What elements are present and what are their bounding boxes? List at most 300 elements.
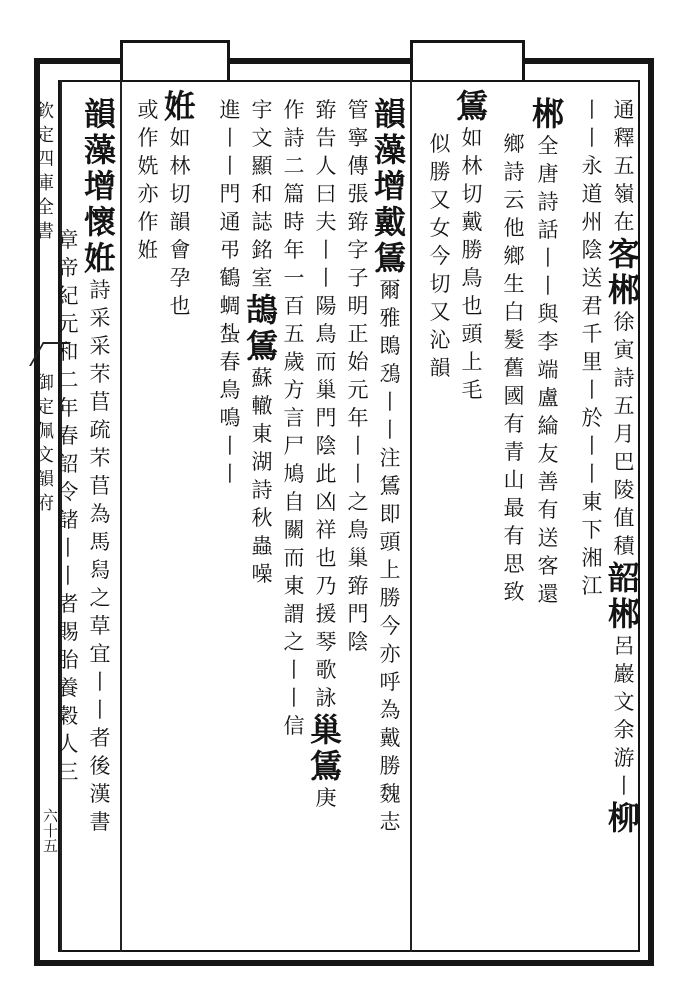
text-char: 馬 bbox=[89, 529, 111, 554]
text-char: 丨 bbox=[581, 377, 603, 402]
text-char: 道 bbox=[581, 181, 603, 206]
text-char: 丨 bbox=[613, 773, 635, 798]
text-char: 尸 bbox=[283, 433, 305, 458]
text-char: 丨 bbox=[57, 535, 79, 560]
text-char: 苢 bbox=[89, 473, 111, 498]
text-char: 蘇 bbox=[251, 365, 273, 390]
text-char: 盧 bbox=[537, 385, 559, 410]
text-char: 也 bbox=[169, 293, 191, 318]
text-column-c13 bbox=[164, 88, 196, 320]
text-char: 明 bbox=[347, 293, 369, 318]
text-char: 令 bbox=[57, 479, 79, 504]
text-char: 秋 bbox=[251, 505, 273, 530]
text-char: 丨 bbox=[379, 389, 401, 414]
text-char: 善 bbox=[537, 469, 559, 494]
text-char: 胎 bbox=[57, 647, 79, 672]
text-char: 韻 bbox=[169, 209, 191, 234]
text-char: 有 bbox=[537, 497, 559, 522]
text-char: 文 bbox=[613, 689, 635, 714]
text-char: 國 bbox=[503, 383, 525, 408]
text-char: 切 bbox=[461, 181, 483, 206]
headword-char: 韻 bbox=[374, 95, 407, 133]
text-char: 鳥 bbox=[461, 265, 483, 290]
text-char: 誌 bbox=[251, 209, 273, 234]
text-char: 臶 bbox=[347, 209, 369, 234]
text-column-c6 bbox=[424, 130, 456, 382]
text-char: 下 bbox=[581, 517, 603, 542]
text-char: 時 bbox=[283, 209, 305, 234]
text-char: 字 bbox=[347, 237, 369, 262]
text-char: 章 bbox=[57, 227, 79, 252]
text-char: 鳩 bbox=[283, 461, 305, 486]
text-char: 漢 bbox=[89, 781, 111, 806]
text-char: 二 bbox=[57, 367, 79, 392]
headword-char: 姙 bbox=[84, 239, 117, 277]
text-char: 告 bbox=[315, 125, 337, 150]
text-char: 全 bbox=[537, 133, 559, 158]
text-char: 鶴 bbox=[219, 265, 241, 290]
text-char: 轍 bbox=[251, 393, 273, 418]
text-char: 丨 bbox=[537, 245, 559, 270]
text-column-c9 bbox=[310, 96, 342, 812]
text-char: 值 bbox=[613, 505, 635, 530]
text-char: 三 bbox=[57, 759, 79, 784]
text-char: 疏 bbox=[89, 417, 111, 442]
text-char: 如 bbox=[461, 125, 483, 150]
text-char: 五 bbox=[613, 393, 635, 418]
text-column-c11 bbox=[246, 96, 278, 588]
text-char: 和 bbox=[57, 339, 79, 364]
text-char: 陰 bbox=[581, 237, 603, 262]
text-char: 春 bbox=[219, 349, 241, 374]
text-char: 如 bbox=[169, 125, 191, 150]
text-char: 賜 bbox=[57, 619, 79, 644]
text-char: 切 bbox=[169, 181, 191, 206]
text-char: 切 bbox=[429, 271, 451, 296]
text-char: 即 bbox=[379, 501, 401, 526]
text-char: 寧 bbox=[347, 125, 369, 150]
text-char: 歌 bbox=[315, 657, 337, 682]
text-char: 湖 bbox=[251, 449, 273, 474]
text-char: 注 bbox=[379, 445, 401, 470]
text-char: 詩 bbox=[537, 189, 559, 214]
text-char: 庚 bbox=[315, 785, 337, 810]
text-char: 與 bbox=[537, 301, 559, 326]
text-char: 蚻 bbox=[219, 321, 241, 346]
text-char: 作 bbox=[137, 209, 159, 234]
headword-char: 鴶 bbox=[246, 291, 279, 329]
text-char: 人 bbox=[57, 731, 79, 756]
text-char: 也 bbox=[315, 545, 337, 570]
text-char: 文 bbox=[251, 125, 273, 150]
text-char: 髮 bbox=[503, 327, 525, 352]
text-char: 詩 bbox=[283, 125, 305, 150]
text-char: 夫 bbox=[315, 209, 337, 234]
margin-char: 欽 bbox=[36, 101, 54, 122]
text-char: 書 bbox=[89, 809, 111, 834]
text-char: 通 bbox=[219, 209, 241, 234]
text-char: 韻 bbox=[429, 355, 451, 380]
text-char: 自 bbox=[283, 489, 305, 514]
text-char: 春 bbox=[57, 423, 79, 448]
text-char: 丨 bbox=[581, 97, 603, 122]
header-tab-left bbox=[120, 40, 230, 80]
text-char: 余 bbox=[613, 717, 635, 742]
headword-char: 鵀 bbox=[310, 747, 343, 785]
text-char: 丨 bbox=[379, 417, 401, 442]
text-char: 草 bbox=[89, 613, 111, 638]
margin-char: 御 bbox=[36, 373, 54, 394]
text-char: 諸 bbox=[57, 507, 79, 532]
text-char: 有 bbox=[503, 411, 525, 436]
text-char: 里 bbox=[581, 349, 603, 374]
text-char: 琴 bbox=[315, 629, 337, 654]
text-char: 丨 bbox=[347, 461, 369, 486]
text-char: 陰 bbox=[315, 433, 337, 458]
text-char: 丨 bbox=[89, 669, 111, 694]
text-char: 魏 bbox=[379, 781, 401, 806]
text-char: 今 bbox=[429, 243, 451, 268]
text-column-c17 bbox=[52, 226, 84, 786]
text-char: 巴 bbox=[613, 449, 635, 474]
text-char: 年 bbox=[57, 395, 79, 420]
text-char: 友 bbox=[537, 441, 559, 466]
text-char: 人 bbox=[315, 153, 337, 178]
text-char: 為 bbox=[379, 697, 401, 722]
text-char: 丨 bbox=[219, 461, 241, 486]
text-char: 丨 bbox=[347, 433, 369, 458]
text-column-c1 bbox=[608, 96, 640, 836]
text-char: 丨 bbox=[57, 563, 79, 588]
text-char: 會 bbox=[169, 237, 191, 262]
text-char: 於 bbox=[581, 405, 603, 430]
text-char: 送 bbox=[581, 265, 603, 290]
text-char: 采 bbox=[89, 305, 111, 330]
text-char: 鄉 bbox=[503, 131, 525, 156]
margin-title bbox=[36, 100, 54, 244]
text-char: 勝 bbox=[379, 753, 401, 778]
text-char: 也 bbox=[461, 293, 483, 318]
text-char: 謂 bbox=[283, 601, 305, 626]
text-char: 篇 bbox=[283, 181, 305, 206]
headword-char: 戴 bbox=[374, 203, 407, 241]
text-char: 女 bbox=[429, 215, 451, 240]
margin-char: 全 bbox=[36, 197, 54, 218]
text-char: 鳴 bbox=[219, 405, 241, 430]
text-char: 門 bbox=[315, 405, 337, 430]
text-char: 丨 bbox=[283, 685, 305, 710]
text-char: 姙 bbox=[137, 237, 159, 262]
text-char: 元 bbox=[347, 377, 369, 402]
text-char: 之 bbox=[347, 489, 369, 514]
text-char: 作 bbox=[283, 97, 305, 122]
text-char: 亦 bbox=[379, 641, 401, 666]
text-char: 巢 bbox=[315, 377, 337, 402]
text-char: 生 bbox=[503, 271, 525, 296]
text-char: 李 bbox=[537, 329, 559, 354]
text-char: 而 bbox=[315, 349, 337, 374]
text-column-c7 bbox=[374, 96, 406, 836]
text-char: 唐 bbox=[537, 161, 559, 186]
text-char: 正 bbox=[347, 321, 369, 346]
text-char: 巢 bbox=[347, 545, 369, 570]
text-char: 又 bbox=[429, 299, 451, 324]
text-char: 頭 bbox=[379, 529, 401, 554]
text-char: 詔 bbox=[57, 451, 79, 476]
text-char: 游 bbox=[613, 745, 635, 770]
headword-char: 增 bbox=[374, 167, 407, 205]
text-char: 爾 bbox=[379, 277, 401, 302]
text-char: 養 bbox=[57, 675, 79, 700]
text-char: 顯 bbox=[251, 153, 273, 178]
text-char: 又 bbox=[429, 187, 451, 212]
text-char: 在 bbox=[613, 209, 635, 234]
text-char: 鄉 bbox=[503, 243, 525, 268]
text-char: 舊 bbox=[503, 355, 525, 380]
text-char: 湘 bbox=[581, 545, 603, 570]
text-char: 陽 bbox=[315, 293, 337, 318]
text-char: 芣 bbox=[89, 361, 111, 386]
text-char: 丨 bbox=[581, 433, 603, 458]
text-column-c15 bbox=[84, 96, 116, 836]
text-char: 銘 bbox=[251, 237, 273, 262]
text-char: 元 bbox=[57, 311, 79, 336]
text-char: 宜 bbox=[89, 641, 111, 666]
text-char: 今 bbox=[379, 613, 401, 638]
text-char: 有 bbox=[503, 523, 525, 548]
margin-char: 四 bbox=[36, 149, 54, 170]
text-column-c8 bbox=[342, 96, 374, 656]
text-char: 室 bbox=[251, 265, 273, 290]
margin-char: 韻 bbox=[36, 469, 54, 490]
headword-char: 柳 bbox=[608, 799, 641, 837]
section-divider-right bbox=[410, 80, 412, 952]
text-char: 始 bbox=[347, 349, 369, 374]
headword-char: 巢 bbox=[310, 711, 343, 749]
text-char: 乃 bbox=[315, 573, 337, 598]
text-char: 丨 bbox=[315, 237, 337, 262]
text-char: 作 bbox=[137, 125, 159, 150]
text-char: 勝 bbox=[379, 585, 401, 610]
text-column-c5 bbox=[456, 88, 488, 404]
text-char: 端 bbox=[537, 357, 559, 382]
text-char: 苢 bbox=[89, 389, 111, 414]
headword-char: 韶 bbox=[608, 559, 641, 597]
text-char: 援 bbox=[315, 601, 337, 626]
headword-char: 客 bbox=[608, 235, 641, 273]
text-char: 積 bbox=[613, 533, 635, 558]
page-number: 六十五 bbox=[41, 808, 59, 853]
text-char: 陵 bbox=[613, 477, 635, 502]
text-char: 沁 bbox=[429, 327, 451, 352]
margin-char: 文 bbox=[36, 445, 54, 466]
text-char: 詩 bbox=[613, 365, 635, 390]
text-char: 一 bbox=[283, 265, 305, 290]
text-char: 丨 bbox=[219, 433, 241, 458]
text-char: 者 bbox=[57, 591, 79, 616]
headword-char: 郴 bbox=[608, 271, 641, 309]
margin-char: 府 bbox=[36, 493, 54, 514]
text-char: 嶺 bbox=[613, 181, 635, 206]
headword-char: 懷 bbox=[84, 203, 117, 241]
text-char: 綸 bbox=[537, 413, 559, 438]
text-char: 上 bbox=[379, 557, 401, 582]
text-char: 姺 bbox=[137, 153, 159, 178]
text-char: 舄 bbox=[89, 557, 111, 582]
headword-char: 姙 bbox=[164, 87, 197, 125]
text-char: 詩 bbox=[503, 159, 525, 184]
text-char: 永 bbox=[581, 153, 603, 178]
text-char: 鳥 bbox=[347, 517, 369, 542]
text-char: 宇 bbox=[251, 97, 273, 122]
text-char: 鳥 bbox=[315, 321, 337, 346]
text-char: 毛 bbox=[461, 377, 483, 402]
text-char: 致 bbox=[503, 579, 525, 604]
text-char: 丨 bbox=[581, 125, 603, 150]
headword-char: 增 bbox=[84, 167, 117, 205]
text-char: 祥 bbox=[315, 517, 337, 542]
text-column-c12 bbox=[214, 96, 246, 488]
text-char: 臶 bbox=[347, 573, 369, 598]
headword-char: 郴 bbox=[532, 95, 565, 133]
margin-char: 佩 bbox=[36, 421, 54, 442]
text-char: 帝 bbox=[57, 255, 79, 280]
margin-char: 書 bbox=[36, 221, 54, 242]
text-char: 此 bbox=[315, 461, 337, 486]
text-char: 門 bbox=[219, 181, 241, 206]
text-char: 雅 bbox=[379, 305, 401, 330]
section-divider-left bbox=[120, 80, 122, 952]
text-char: 亦 bbox=[137, 181, 159, 206]
headword-char: 郴 bbox=[608, 595, 641, 633]
text-char: 丨 bbox=[581, 461, 603, 486]
text-char: 州 bbox=[581, 209, 603, 234]
text-char: 言 bbox=[283, 405, 305, 430]
text-char: 後 bbox=[89, 753, 111, 778]
text-char: 東 bbox=[283, 573, 305, 598]
text-char: 信 bbox=[283, 713, 305, 738]
headword-char: 韻 bbox=[84, 95, 117, 133]
text-char: 客 bbox=[537, 553, 559, 578]
text-char: 東 bbox=[251, 421, 273, 446]
text-char: 青 bbox=[503, 439, 525, 464]
text-char: 送 bbox=[537, 525, 559, 550]
text-char: 蟲 bbox=[251, 533, 273, 558]
text-char: 戴 bbox=[461, 209, 483, 234]
text-char: 云 bbox=[503, 187, 525, 212]
text-char: 山 bbox=[503, 467, 525, 492]
headword-char: 藻 bbox=[374, 131, 407, 169]
text-char: 蜩 bbox=[219, 293, 241, 318]
text-char: 千 bbox=[581, 321, 603, 346]
text-char: 似 bbox=[429, 131, 451, 156]
text-char: 百 bbox=[283, 293, 305, 318]
text-column-c4 bbox=[498, 130, 530, 606]
text-char: 思 bbox=[503, 551, 525, 576]
text-char: 話 bbox=[537, 217, 559, 242]
margin-char: 定 bbox=[36, 397, 54, 418]
text-char: 弔 bbox=[219, 237, 241, 262]
text-char: 君 bbox=[581, 293, 603, 318]
headword-char: 鵀 bbox=[374, 239, 407, 277]
text-char: 歲 bbox=[283, 349, 305, 374]
text-char: 噪 bbox=[251, 561, 273, 586]
text-char: 鴔 bbox=[379, 361, 401, 386]
text-char: 者 bbox=[89, 725, 111, 750]
text-char: 東 bbox=[581, 489, 603, 514]
text-char: 江 bbox=[581, 573, 603, 598]
text-char: 門 bbox=[347, 601, 369, 626]
text-char: 白 bbox=[503, 299, 525, 324]
text-char: 呂 bbox=[613, 633, 635, 658]
text-char: 年 bbox=[347, 405, 369, 430]
text-char: 月 bbox=[613, 421, 635, 446]
text-char: 五 bbox=[613, 153, 635, 178]
text-char: 關 bbox=[283, 517, 305, 542]
text-char: 之 bbox=[89, 585, 111, 610]
headword-char: 鵀 bbox=[246, 327, 279, 365]
header-tab-right bbox=[410, 40, 525, 80]
text-char: 或 bbox=[137, 97, 159, 122]
text-char: 丨 bbox=[537, 273, 559, 298]
text-char: 采 bbox=[89, 333, 111, 358]
text-char: 陰 bbox=[347, 629, 369, 654]
text-char: 穀 bbox=[57, 703, 79, 728]
text-char: 孕 bbox=[169, 265, 191, 290]
text-char: 詩 bbox=[251, 477, 273, 502]
text-char: 傳 bbox=[347, 153, 369, 178]
text-column-c3 bbox=[532, 96, 564, 608]
text-char: 戴 bbox=[379, 725, 401, 750]
text-char: 還 bbox=[537, 581, 559, 606]
text-char: 通 bbox=[613, 97, 635, 122]
text-char: 為 bbox=[89, 501, 111, 526]
text-char: 丨 bbox=[89, 697, 111, 722]
text-char: 釋 bbox=[613, 125, 635, 150]
margin-char: 定 bbox=[36, 125, 54, 146]
text-char: 張 bbox=[347, 181, 369, 206]
text-column-c2 bbox=[576, 96, 608, 600]
text-char: 寅 bbox=[613, 337, 635, 362]
text-char: 呼 bbox=[379, 669, 401, 694]
text-char: 子 bbox=[347, 265, 369, 290]
text-char: 芣 bbox=[89, 445, 111, 470]
text-char: 勝 bbox=[429, 159, 451, 184]
text-char: 曰 bbox=[315, 181, 337, 206]
text-char: 徐 bbox=[613, 309, 635, 334]
text-char: 五 bbox=[283, 321, 305, 346]
text-char: 臶 bbox=[315, 97, 337, 122]
text-char: 丨 bbox=[219, 125, 241, 150]
text-column-c10 bbox=[278, 96, 310, 740]
text-char: 丨 bbox=[283, 657, 305, 682]
text-char: 林 bbox=[461, 153, 483, 178]
headword-char: 藻 bbox=[84, 131, 117, 169]
text-char: 最 bbox=[503, 495, 525, 520]
text-char: 志 bbox=[379, 809, 401, 834]
text-char: 林 bbox=[169, 153, 191, 178]
text-char: 勝 bbox=[461, 237, 483, 262]
text-char: 鵖 bbox=[379, 333, 401, 358]
text-char: 之 bbox=[283, 629, 305, 654]
text-char: 巖 bbox=[613, 661, 635, 686]
text-char: 二 bbox=[283, 153, 305, 178]
text-char: 方 bbox=[283, 377, 305, 402]
text-char: 鵀 bbox=[379, 473, 401, 498]
text-column-c14 bbox=[132, 96, 164, 264]
text-char: 詩 bbox=[89, 277, 111, 302]
text-char: 進 bbox=[219, 97, 241, 122]
